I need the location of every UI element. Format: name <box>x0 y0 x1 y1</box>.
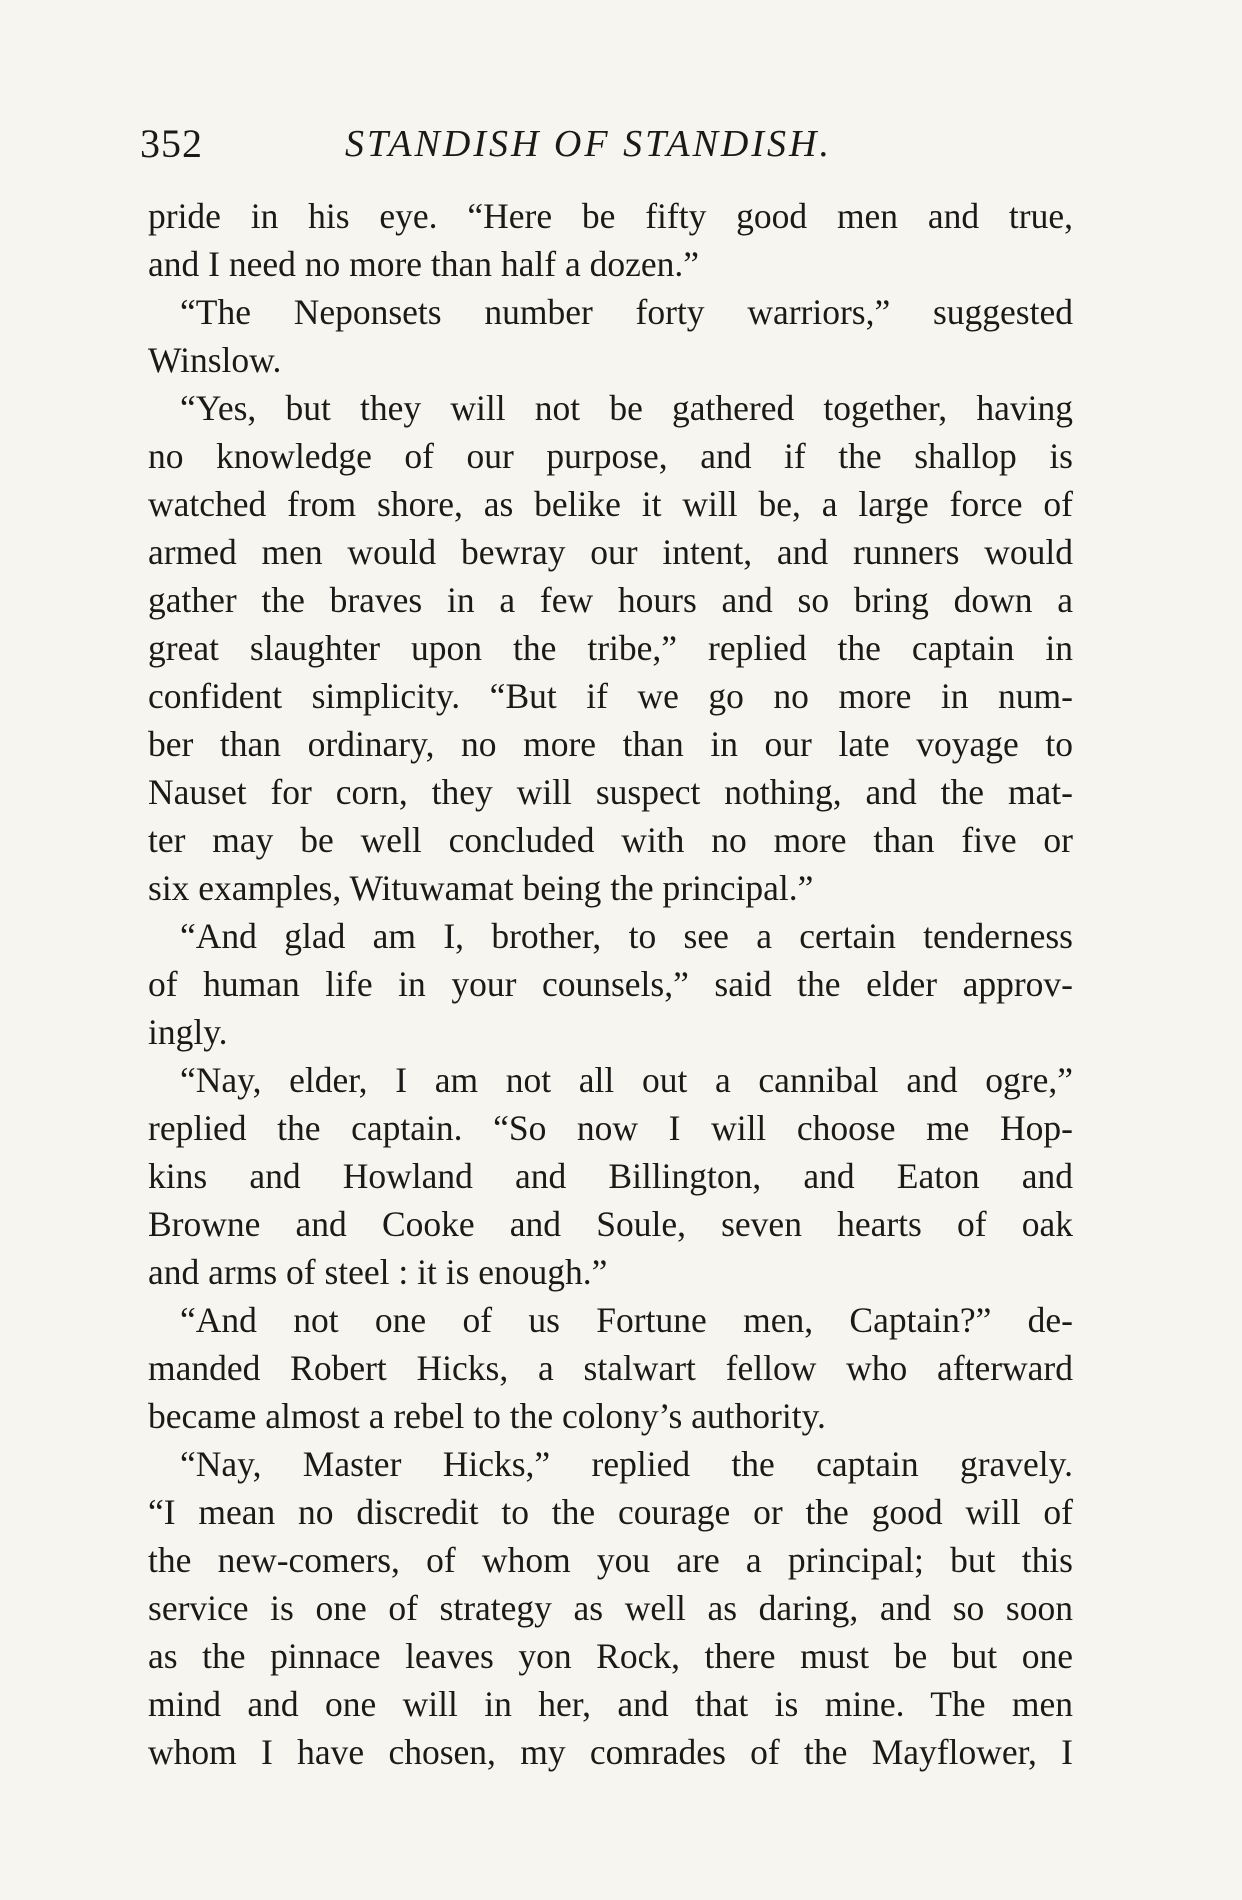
text-line: “The Neponsets number forty warriors,” suggested <box>180 292 1073 332</box>
text-line: “And not one of us Fortune men, Captain?” de- <box>180 1300 1073 1340</box>
text-line: confident simplicity. “But if we go no more in num- <box>148 676 1073 716</box>
text-line: Browne and Cooke and Soule, seven hearts of oak <box>148 1204 1073 1244</box>
text-line: ber than ordinary, no more than in our late voyage to <box>148 724 1073 764</box>
text-line: pride in his eye. “Here be fifty good men and true, <box>148 196 1073 236</box>
text-line: whom I have chosen, my comrades of the Mayflower, I <box>148 1732 1073 1772</box>
text-line: and arms of steel : it is enough.” <box>148 1252 608 1292</box>
running-title: STANDISH OF STANDISH. <box>345 123 832 165</box>
text-line: armed men would bewray our intent, and runners would <box>148 532 1073 572</box>
text-line: ingly. <box>148 1012 228 1052</box>
text-line: and I need no more than half a dozen.” <box>148 244 699 284</box>
text-line: “Yes, but they will not be gathered together, having <box>180 388 1073 428</box>
text-line: “And glad am I, brother, to see a certain tenderness <box>180 916 1073 956</box>
text-line: replied the captain. “So now I will choose me Hop- <box>148 1108 1073 1148</box>
page-number: 352 <box>140 121 203 166</box>
text-line: no knowledge of our purpose, and if the shallop is <box>148 436 1073 476</box>
text-line: of human life in your counsels,” said the elder approv- <box>148 964 1073 1004</box>
text-line: service is one of strategy as well as daring, and so soon <box>148 1588 1073 1628</box>
text-line: gather the braves in a few hours and so bring down a <box>148 580 1073 620</box>
text-line: kins and Howland and Billington, and Eaton and <box>148 1156 1073 1196</box>
body-text <box>148 192 1073 1776</box>
text-line: Nauset for corn, they will suspect nothing, and the mat- <box>148 772 1073 812</box>
text-line: became almost a rebel to the colony’s authority. <box>148 1396 826 1436</box>
text-line: ter may be well concluded with no more than five or <box>148 820 1073 860</box>
text-line: mind and one will in her, and that is mine. The men <box>148 1684 1073 1724</box>
text-line: as the pinnace leaves yon Rock, there must be but one <box>148 1636 1073 1676</box>
text-line: “I mean no discredit to the courage or the good will of <box>148 1492 1073 1532</box>
text-line: Winslow. <box>148 340 282 380</box>
page-header <box>140 118 1080 170</box>
text-line: the new-comers, of whom you are a principal; but this <box>148 1540 1073 1580</box>
text-line: manded Robert Hicks, a stalwart fellow who afterward <box>148 1348 1073 1388</box>
text-line: “Nay, Master Hicks,” replied the captain gravely. <box>180 1444 1073 1484</box>
text-line: six examples, Wituwamat being the principal.” <box>148 868 814 908</box>
text-line: great slaughter upon the tribe,” replied the captain in <box>148 628 1073 668</box>
text-line: watched from shore, as belike it will be, a large force of <box>148 484 1073 524</box>
text-line: “Nay, elder, I am not all out a cannibal and ogre,” <box>180 1060 1073 1100</box>
